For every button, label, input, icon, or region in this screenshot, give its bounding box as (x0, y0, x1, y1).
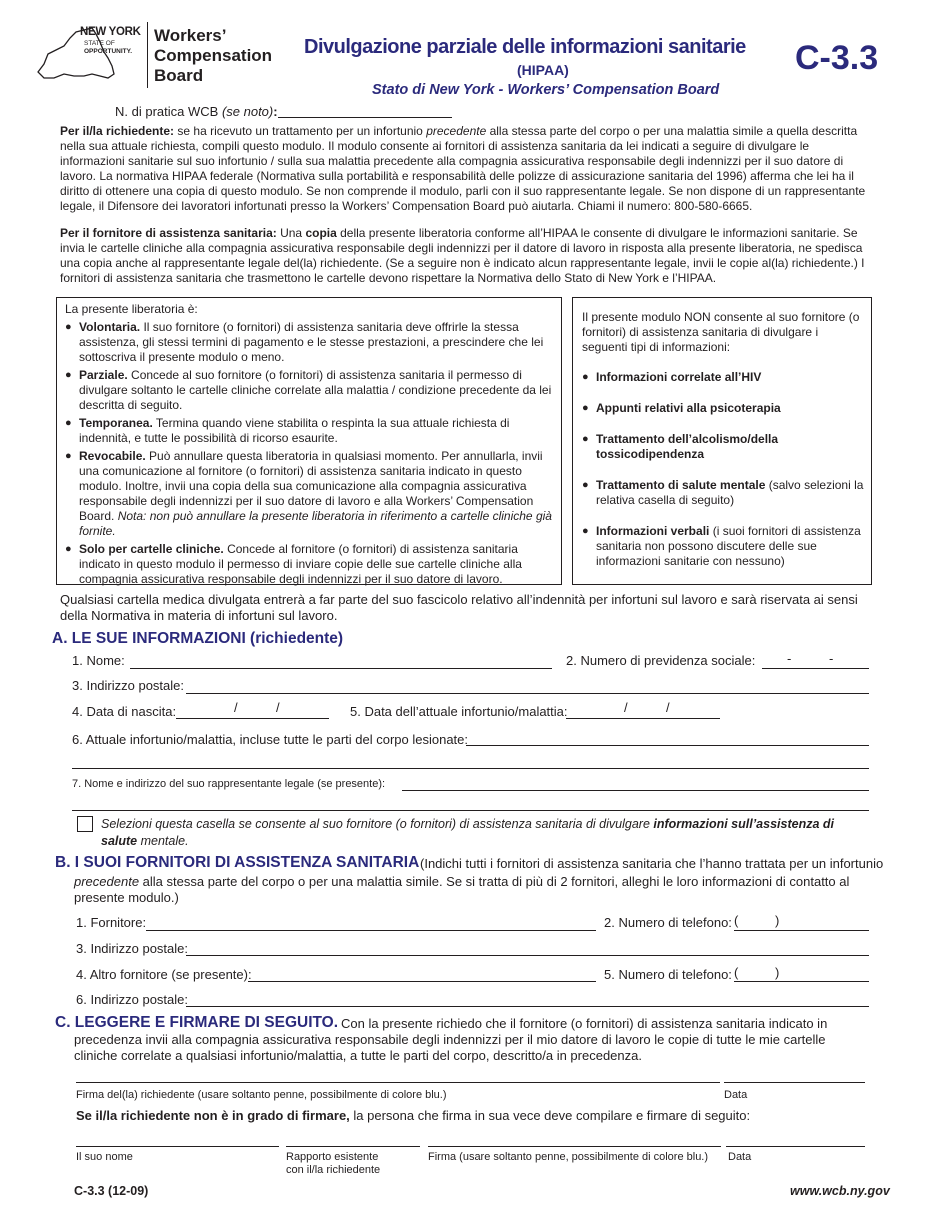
signer-date-field[interactable] (726, 1146, 865, 1147)
section-a-heading: A. LE SUE INFORMAZIONI (richiedente) (52, 630, 344, 647)
release-heading: La presente liberatoria è: (65, 302, 198, 316)
ssn-label: 2. Numero di previdenza sociale: (566, 653, 756, 668)
board-name-2: Compensation (154, 46, 273, 65)
claimant-signature-field[interactable] (76, 1082, 720, 1083)
provider2-address-label: 6. Indirizzo postale: (76, 992, 189, 1007)
phone-field[interactable] (734, 930, 869, 931)
injury-date-sep-1: / (624, 700, 628, 715)
injury-desc-field-2[interactable] (72, 768, 869, 769)
dob-label: 4. Data di nascita: (72, 704, 177, 719)
signer-signature-field[interactable] (428, 1146, 721, 1147)
phone2-label: 5. Numero di telefono: (604, 967, 732, 982)
form-version: C-3.3 (12-09) (74, 1184, 149, 1198)
injury-date-sep-2: / (666, 700, 670, 715)
exclusion-list (582, 370, 864, 569)
dob-field[interactable] (176, 718, 329, 719)
exclusion-box (572, 297, 872, 585)
address-label: 3. Indirizzo postale: (72, 678, 185, 693)
exclusion-item-psychotherapy: ● Appunti relativi alla psicoterapia (582, 401, 864, 416)
page-subtitle: (HIPAA) (517, 62, 569, 78)
claimant-date-field[interactable] (724, 1082, 865, 1083)
section-b-instructions-1: (Indichi tutti i fornitori di assistenza sanitaria che l’hanno trattata per un infortunio (420, 856, 884, 871)
intro-claimant: Per il/la richiedente: se ha ricevuto un trattamento per un infortunio precedente alla stessa parte del corpo o per una malattia simile a quella descritta nella sua attuale richiesta, compili questo modulo. Il modulo consente ai fornitori di assistenza sanitaria da lei indicati a seguire di divulgare le informazioni sanitarie sul suo infortunio / sulla sua malattia precedente alla compagnia assicurativa responsabile degli indennizzi per il suo datore di lavoro. La normativa HIPAA federale (Normativa sulla portabilità e responsabilità delle polizze di assicurazione sanitaria del 1996) afferma che lei ha il diritto di ottenere una copia di questo modulo. Se non comprende il modulo, parli con il suo rappresentante legale. Se non dispone di un rappresentante legale, il Difensore dei lavoratori infortunati presso la Workers’ Compensation Board può aiutarla. Chiami il numero: 800-580-6665. (60, 124, 866, 213)
injury-desc-label: 6. Attuale infortunio/malattia, incluse tutte le parti del corpo lesionate: (72, 732, 469, 747)
release-item-records-only: ● Solo per cartelle cliniche. Concede al fornitore (o fornitori) di assistenza sanitaria indicato in questo modulo il permesso di inviare copie delle sue cartelle cliniche alla compagnia assicurativa responsabile degli indennizzi per il suo datore di lavoro. (65, 542, 555, 587)
name-field[interactable] (130, 668, 552, 669)
case-number-label: N. di pratica WCB (se noto): (115, 104, 278, 119)
provider2-address-field[interactable] (186, 1006, 869, 1007)
section-c-text-2: precedenza invii alla compagnia assicurativa responsabile degli indennizzi per il mio datore di lavoro le copie di tutte le mie cartelle cliniche correlate a qualsiasi infortunio/malattia, a tutte le parti del corpo, descritto/a in precedenza. (74, 1032, 826, 1063)
signer-name-label: Il suo nome (76, 1151, 133, 1163)
logo (34, 22, 284, 90)
phone2-paren-open: ( (734, 965, 739, 980)
provider-label: 1. Fornitore: (76, 915, 147, 930)
confidential-note: Qualsiasi cartella medica divulgata entrerà a far parte del suo fascicolo relativo all’indennità per infortuni sul lavoro e sarà riservata ai sensi della Normativa in materia di infortuni sul lavoro. (60, 592, 858, 623)
section-b-heading: B. I SUOI FORNITORI DI ASSISTENZA SANITARIA (55, 854, 420, 871)
claimant-date-label: Data (724, 1089, 748, 1101)
signer-signature-label: Firma (usare soltanto penne, possibilmente di colore blu.) (428, 1151, 709, 1163)
signer-name-field[interactable] (76, 1146, 279, 1147)
exclusion-item-substance: ● Trattamento dell’alcolismo/della tossicodipendenza (582, 432, 864, 462)
logo-divider (147, 22, 148, 88)
page-title: Divulgazione parziale delle informazioni sanitarie (304, 36, 746, 58)
release-list (65, 320, 555, 587)
unable-to-sign-note: Se il/la richiedente non è in grado di firmare, la persona che firma in sua vece deve compilare e firmare di seguito: (76, 1108, 751, 1123)
mental-health-checkbox[interactable] (77, 816, 93, 832)
section-b-instructions-2: precedente alla stessa parte del corpo o per una malattia simile. Se si tratta di più di 2 fornitori, alleghi le loro informazioni di contatto al presente modulo.) (74, 874, 850, 905)
provider-field[interactable] (146, 930, 596, 931)
release-item-temporary: ● Temporanea. Termina quando viene stabilita o respinta la sua attuale richiesta di indennità, e tutte le possibilità di ricorso esaurite. (65, 416, 555, 446)
provider-address-label: 3. Indirizzo postale: (76, 941, 189, 956)
legal-rep-field-2[interactable] (72, 810, 869, 811)
board-name-3: Board (154, 66, 204, 85)
relationship-label-2: con il/la richiedente (286, 1164, 381, 1176)
exclusion-item-hiv: ● Informazioni correlate all’HIV (582, 370, 864, 385)
release-item-partial: ● Parziale. Concede al suo fornitore (o fornitori) di assistenza sanitaria il permesso di divulgare soltanto le cartelle cliniche correlate alla malattia / condizione precedente da lei descritta di seguito. (65, 368, 555, 413)
dob-sep-2: / (276, 700, 280, 715)
ny-name: NEW YORK (80, 26, 141, 38)
exclusion-heading: Il presente modulo NON consente al suo fornitore (o fornitori) di assistenza sanitaria di divulgare i seguenti tipi di informazioni: (582, 310, 860, 354)
exclusion-item-verbal: ● Informazioni verbali (i suoi fornitori di assistenza sanitaria non possono discutere delle sue informazioni sanitarie con nessuno) (582, 524, 864, 569)
relationship-label-1: Rapporto esistente (286, 1151, 379, 1163)
injury-date-field[interactable] (566, 718, 720, 719)
claimant-signature-label: Firma del(la) richiedente (usare soltanto penne, possibilmente di colore blu.) (76, 1089, 447, 1101)
name-label: 1. Nome: (72, 653, 125, 668)
ny-state-of: STATE OF (84, 40, 115, 47)
board-name-1: Workers’ (154, 26, 227, 45)
address-field[interactable] (186, 693, 869, 694)
dob-sep-1: / (234, 700, 238, 715)
release-box (56, 297, 562, 585)
ssn-separator-1: - (787, 651, 792, 666)
provider-address-field[interactable] (186, 955, 869, 956)
release-item-voluntary: ● Volontaria. Il suo fornitore (o fornitori) di assistenza sanitaria deve offrirle la stessa assistenza, gli stessi termini di pagamento e le stesse prestazioni, a prescindere che lei sottoscriva il presente modulo o meno. (65, 320, 555, 365)
release-item-revocable: ● Revocabile. Può annullare questa liberatoria in qualsiasi momento. Per annullarla, invii una comunicazione al fornitore (o fornitori) di assistenza sanitaria indicato in questo modulo. Inoltre, invii una copia della sua comunicazione alla compagnia assicurativa responsabile degli indennizzi per il suo datore di lavoro e alla Workers’ Compensation Board. Nota: non può annullare la presente liberatoria in riferimento a cartelle cliniche già fornite. (65, 449, 555, 539)
section-c-heading: C. LEGGERE E FIRMARE DI SEGUITO. (55, 1014, 339, 1031)
phone2-paren-close: ) (775, 965, 780, 980)
case-number-field[interactable] (278, 117, 452, 118)
injury-date-label: 5. Data dell’attuale infortunio/malattia: (350, 704, 568, 719)
phone2-field[interactable] (734, 981, 869, 982)
mental-health-checkbox-label: Selezioni questa casella se consente al suo fornitore (o fornitori) di assistenza sanitaria di divulgare informazioni sull’assistenza di salute mentale. (101, 817, 834, 848)
other-provider-label: 4. Altro fornitore (se presente): (76, 967, 252, 982)
other-provider-field[interactable] (248, 981, 596, 982)
phone-paren-close: ) (775, 913, 780, 928)
website-link[interactable]: www.wcb.ny.gov (790, 1184, 890, 1198)
signer-date-label: Data (728, 1151, 752, 1163)
legal-rep-label: 7. Nome e indirizzo del suo rappresentante legale (se presente): (72, 778, 386, 790)
ny-opportunity: OPPORTUNITY. (84, 48, 133, 55)
agency-name: Stato di New York - Workers’ Compensation Board (372, 82, 720, 98)
intro-provider: Per il fornitore di assistenza sanitaria: Una copia della presente liberatoria conforme all’HIPAA le consente di divulgare le informazioni sanitarie. Se invia le cartelle cliniche alla compagnia assicurativa responsabile degli indennizzi per il datore di lavoro in risposta alla presente liberatoria, ne spedisca una copia anche al rappresentante legale del(la) richiedente. (Se a seguire non è indicato alcun rappresentante legale, invii le copie al(la) richiedente.) I fornitori di assistenza sanitaria che trasmettono le cartelle devono rispettare la Normativa dello Stato di New York e l’HIPAA. (60, 226, 865, 285)
form-number: C-3.3 (795, 39, 879, 77)
exclusion-item-mental-health: ● Trattamento di salute mentale (salvo selezioni la relativa casella di seguito) (582, 478, 864, 508)
legal-rep-field-1[interactable] (402, 790, 869, 791)
phone-paren-open: ( (734, 913, 739, 928)
injury-desc-field-1[interactable] (466, 745, 869, 746)
relationship-field[interactable] (286, 1146, 420, 1147)
section-c-text-1: Con la presente richiedo che il fornitore (o fornitori) di assistenza sanitaria indicato in (341, 1016, 828, 1031)
ssn-separator-2: - (829, 651, 834, 666)
phone-label: 2. Numero di telefono: (604, 915, 732, 930)
ssn-field[interactable] (762, 668, 869, 669)
